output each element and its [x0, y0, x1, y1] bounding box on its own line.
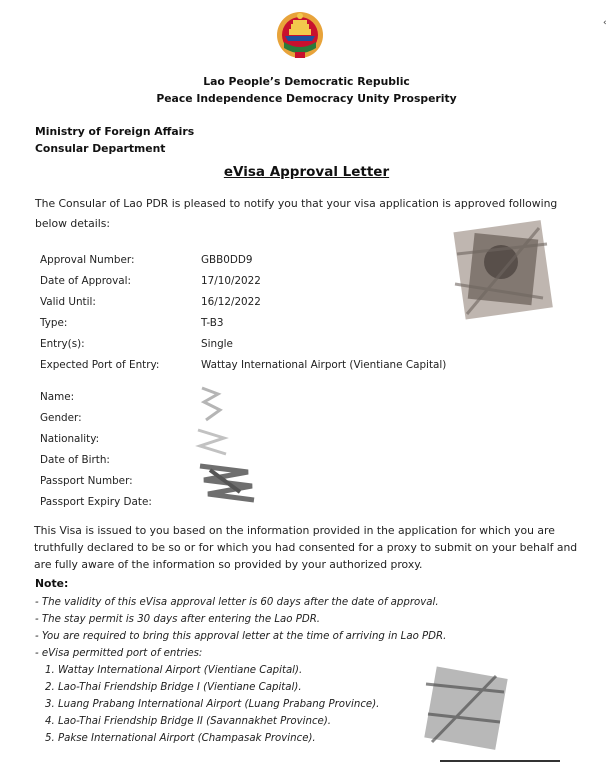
date-of-birth-label: Date of Birth:	[40, 454, 110, 466]
approval-number-value: GBB0DD9	[201, 254, 253, 266]
port-list-item: 1. Wattay International Airport (Vientiane Capital).	[45, 665, 303, 676]
name-label: Name:	[40, 391, 75, 403]
passport-expiry-label: Passport Expiry Date:	[40, 496, 152, 508]
statement-paragraph: This Visa is issued to you based on the information provided in the application for which you are truthfully declared to be so or for which you had consented for a proxy to submit on your behalf and are fully aware of the information so provided by your authorized proxy.	[34, 524, 578, 571]
note-item: - The validity of this eVisa approval letter is 60 days after the date of approval.	[35, 597, 439, 608]
note-heading: Note:	[35, 577, 69, 590]
ministry-name: Ministry of Foreign Affairs	[35, 125, 195, 138]
valid-until-label: Valid Until:	[40, 296, 96, 308]
note-item: - eVisa permitted port of entries:	[35, 648, 203, 659]
department-name: Consular Department	[35, 142, 166, 155]
port-of-entry-value: Wattay International Airport (Vientiane Capital)	[201, 359, 447, 371]
valid-until-value: 16/12/2022	[201, 296, 261, 308]
photo-redaction	[447, 214, 557, 324]
stamp-redaction	[420, 662, 510, 754]
date-of-approval-label: Date of Approval:	[40, 275, 132, 287]
gender-label: Gender:	[40, 412, 82, 424]
port-list-item: 2. Lao-Thai Friendship Bridge I (Vientiane Capital).	[45, 682, 302, 693]
port-list-item: 5. Pakse International Airport (Champasak Province).	[45, 733, 316, 744]
edge-mark: ‹	[603, 18, 607, 28]
port-of-entry-label: Expected Port of Entry:	[40, 359, 160, 371]
type-value: T-B3	[201, 317, 224, 329]
nationality-label: Nationality:	[40, 433, 100, 445]
approval-number-label: Approval Number:	[40, 254, 135, 266]
redaction-scribble	[190, 380, 270, 510]
letter-title: eVisa Approval Letter	[223, 164, 390, 180]
note-item: - The stay permit is 30 days after entering the Lao PDR.	[35, 614, 321, 625]
national-motto: Peace Independence Democracy Unity Prosperity	[156, 92, 457, 105]
port-list-item: 4. Lao-Thai Friendship Bridge II (Savannakhet Province).	[45, 716, 332, 727]
type-label: Type:	[40, 317, 68, 329]
date-of-approval-value: 17/10/2022	[201, 275, 261, 287]
entries-label: Entry(s):	[40, 338, 85, 350]
entries-value: Single	[201, 338, 233, 350]
signature-line	[440, 760, 560, 762]
national-emblem-icon	[275, 8, 325, 64]
note-item: - You are required to bring this approval letter at the time of arriving in Lao PDR.	[35, 631, 447, 642]
port-list-item: 3. Luang Prabang International Airport (Luang Prabang Province).	[45, 699, 380, 710]
passport-number-label: Passport Number:	[40, 475, 133, 487]
intro-paragraph: The Consular of Lao PDR is pleased to notify you that your visa application is approved following below details:	[35, 197, 558, 230]
country-name: Lao People’s Democratic Republic	[203, 75, 410, 88]
